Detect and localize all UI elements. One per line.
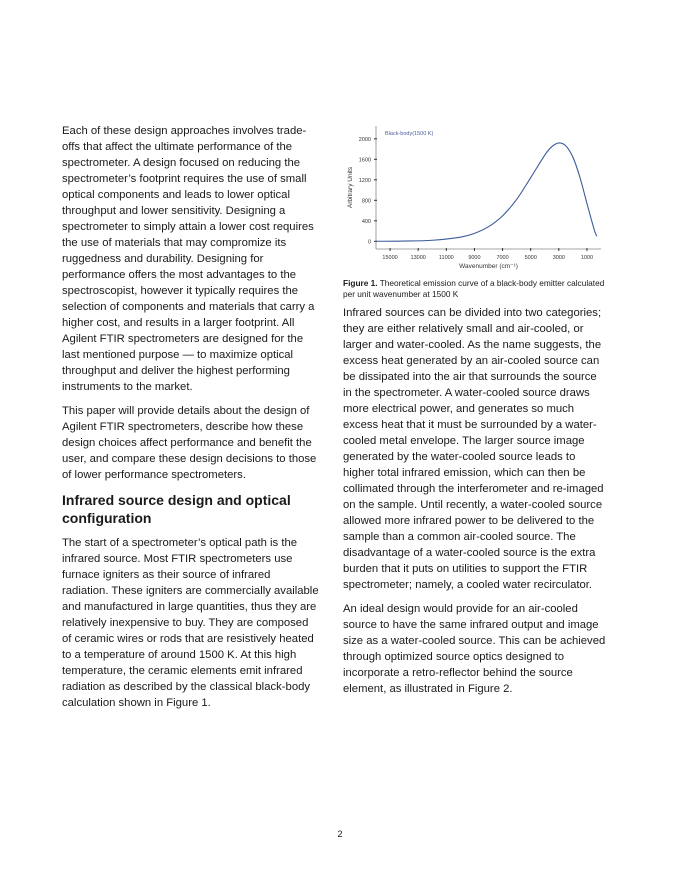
figure-1-chart [343,122,608,272]
x-tick-label: 11000 [438,255,454,261]
paragraph: The start of a spectrometer’s optical path is the infrared source. Most FTIR spectrometers use furnace igniters as their source of infrared radiation. These igniters are commercially available and manufactured in large quantities, thus they are relatively inexpensive to buy. They are composed of ceramic wires or rods that are resistively heated to a temperature of around 1500 K. At this high temperature, the ceramic elements emit infrared radiation as described by the classical black-body calculation shown in Figure 1. [62,537,319,709]
x-tick-label: 7000 [496,255,509,261]
y-tick-label: 800 [361,198,371,205]
x-tick-label: 13000 [410,255,426,261]
y-tick-label: 400 [361,218,371,225]
x-tick-label: 5000 [524,255,537,261]
paragraph: An ideal design would provide for an air-cooled source to have the same infrared output and image size as a water-cooled source. This can be achieved through optimized source optics designed to incorporate a retro-reflector behind the source element, as illustrated in Figure 2. [343,603,606,695]
left-column [62,123,320,719]
paragraph: Each of these design approaches involves trade-offs that affect the ultimate performance of the spectrometer. A design focused on reducing the spectrometer’s footprint requires the use of small optical components and leads to lower optical throughput and lower sensitivity. Designing a spectrometer to simply attain a lower cost requires the use of materials that may compromize its ruggedness and durability. Designing for performance offers the most advantages to the spectroscopist, however it typically requires the selection of components and materials that carry a higher cost, and results in a larger footprint. All Agilent FTIR spectrometers are designed for the last mentioned purpose — to maximize optical throughput and deliver the highest performing instruments to the market. [62,125,315,393]
x-tick-label: 3000 [552,255,565,261]
y-tick-label: 2000 [358,136,371,143]
legend-label: Black-body(1500 K) [385,131,434,137]
series-line-blackbody [376,143,597,241]
paragraph: Infrared sources can be divided into two categories; they are either relatively small and air-cooled, or larger and water-cooled. As the name suggests, the excess heat generated by an air-cooled source can be dissipated into the air that surrounds the source in the spectrometer. A water-cooled source draws more electrical power, and generates so much excess heat that it must be surrounded by a water-cooled metal envelope. The larger source image generated by the water-cooled source leads to higher total infrared emission, which can then be collimated through the interferometer and re-imaged on the sample. Until recently, a water-cooled source allowed more infrared power to be delivered to the sample than a common air-cooled source. The disadvantage of a water-cooled source is the extra burden that it puts on utilities to support the FTIR spectrometer; namely, a cooled water recirculator. [343,307,604,591]
y-tick-label: 1600 [358,157,371,164]
section-heading: Infrared source design and optical configuration [62,492,291,526]
y-tick-label: 0 [367,239,371,246]
y-axis-label: Arbitrary Units [347,166,354,209]
x-tick-label: 9000 [468,255,481,261]
y-tick-label: 1200 [358,177,371,184]
caption-text: Theoretical emission curve of a black-body emitter calculated per unit wavenumber at 1500 K [343,278,605,299]
figure-caption [343,278,608,300]
right-column [343,305,607,705]
x-axis-label: Wavenumber (cm⁻¹) [459,263,518,270]
page-number: 2 [337,829,343,839]
paragraph: This paper will provide details about the design of Agilent FTIR spectrometers, describe how these design choices affect performance and benefit the user, and compare these design decisions to those of lower performance spectrometers. [62,405,317,481]
x-tick-label: 15000 [382,255,398,261]
chart-svg [343,122,608,272]
x-tick-label: 1000 [580,255,594,261]
caption-label: Figure 1. [343,278,378,288]
